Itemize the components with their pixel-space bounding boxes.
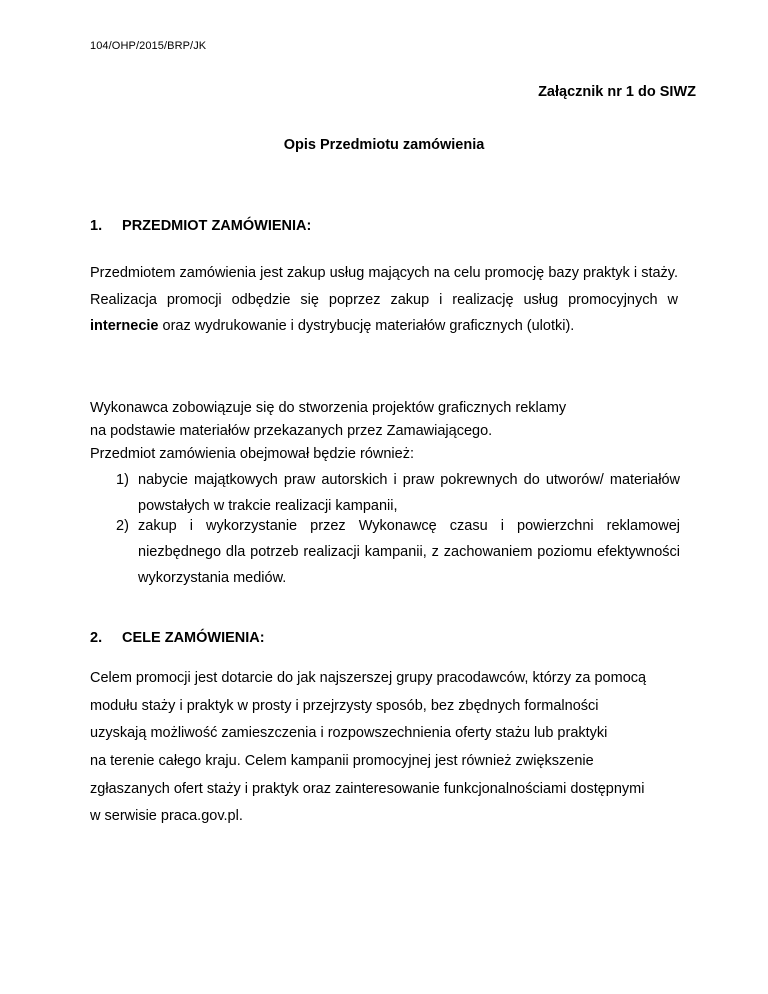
document-title: Opis Przedmiotu zamówienia — [283, 137, 485, 153]
section-2-number: 2. — [90, 630, 103, 646]
intro-bold-word: internecie — [90, 318, 159, 334]
intro-text-part-1: Przedmiotem zamówienia jest zakup usług mających na celu promocję bazy praktyk i staży. Realizacja promocji odbędzie się poprzez zakup i realizację usług promocyjnych w — [90, 265, 678, 308]
section-1-title: PRZEDMIOT ZAMÓWIENIA: — [122, 218, 312, 234]
scope-list-item — [116, 467, 680, 519]
section-2-heading — [90, 630, 265, 646]
scope-list-item — [116, 513, 680, 591]
scope-intro-line: Przedmiot zamówienia obejmował będzie również: — [90, 446, 414, 462]
section-1-heading — [90, 218, 311, 234]
annex-title: Załącznik nr 1 do SIWZ — [538, 84, 696, 100]
document-reference-number: 104/OHP/2015/BRP/JK — [90, 40, 207, 52]
contractor-obligation-line-2: na podstawie materiałów przekazanych przez Zamawiającego. — [90, 423, 493, 439]
goals-line: w serwisie praca.gov.pl. — [90, 808, 243, 824]
list-item-text: zakup i wykorzystanie przez Wykonawcę czasu i powierzchni reklamowej niezbędnego dla potrzeb realizacji kampanii, z zachowaniem poziomu efektywności wykorzystania mediów. — [138, 518, 680, 586]
section-1-number: 1. — [90, 218, 103, 234]
goals-line: na terenie całego kraju. Celem kampanii promocyjnej jest również zwiększenie — [90, 753, 594, 769]
goals-line: Celem promocji jest dotarcie do jak najszerszej grupy pracodawców, którzy za pomocą — [90, 670, 647, 686]
list-marker: 1) — [116, 472, 129, 488]
goals-line: uzyskają możliwość zamieszczenia i rozpowszechnienia oferty stażu lub praktyki — [90, 725, 608, 741]
section-1-intro-paragraph — [90, 260, 678, 340]
section-2-title: CELE ZAMÓWIENIA: — [122, 630, 265, 646]
list-item-text: nabycie majątkowych praw autorskich i praw pokrewnych do utworów/ materiałów powstałych w trakcie realizacji kampanii, — [138, 472, 680, 514]
goals-line: modułu staży i praktyk w prosty i przejrzysty sposób, bez zbędnych formalności — [90, 698, 599, 714]
goals-line: zgłaszanych ofert staży i praktyk oraz zainteresowanie funkcjonalnościami dostępnymi — [90, 781, 645, 797]
contractor-obligation-line-1: Wykonawca zobowiązuje się do stworzenia projektów graficznych reklamy — [90, 400, 567, 416]
list-marker: 2) — [116, 518, 129, 534]
intro-text-part-2: oraz wydrukowanie i dystrybucję materiałów graficznych (ulotki). — [158, 318, 575, 334]
